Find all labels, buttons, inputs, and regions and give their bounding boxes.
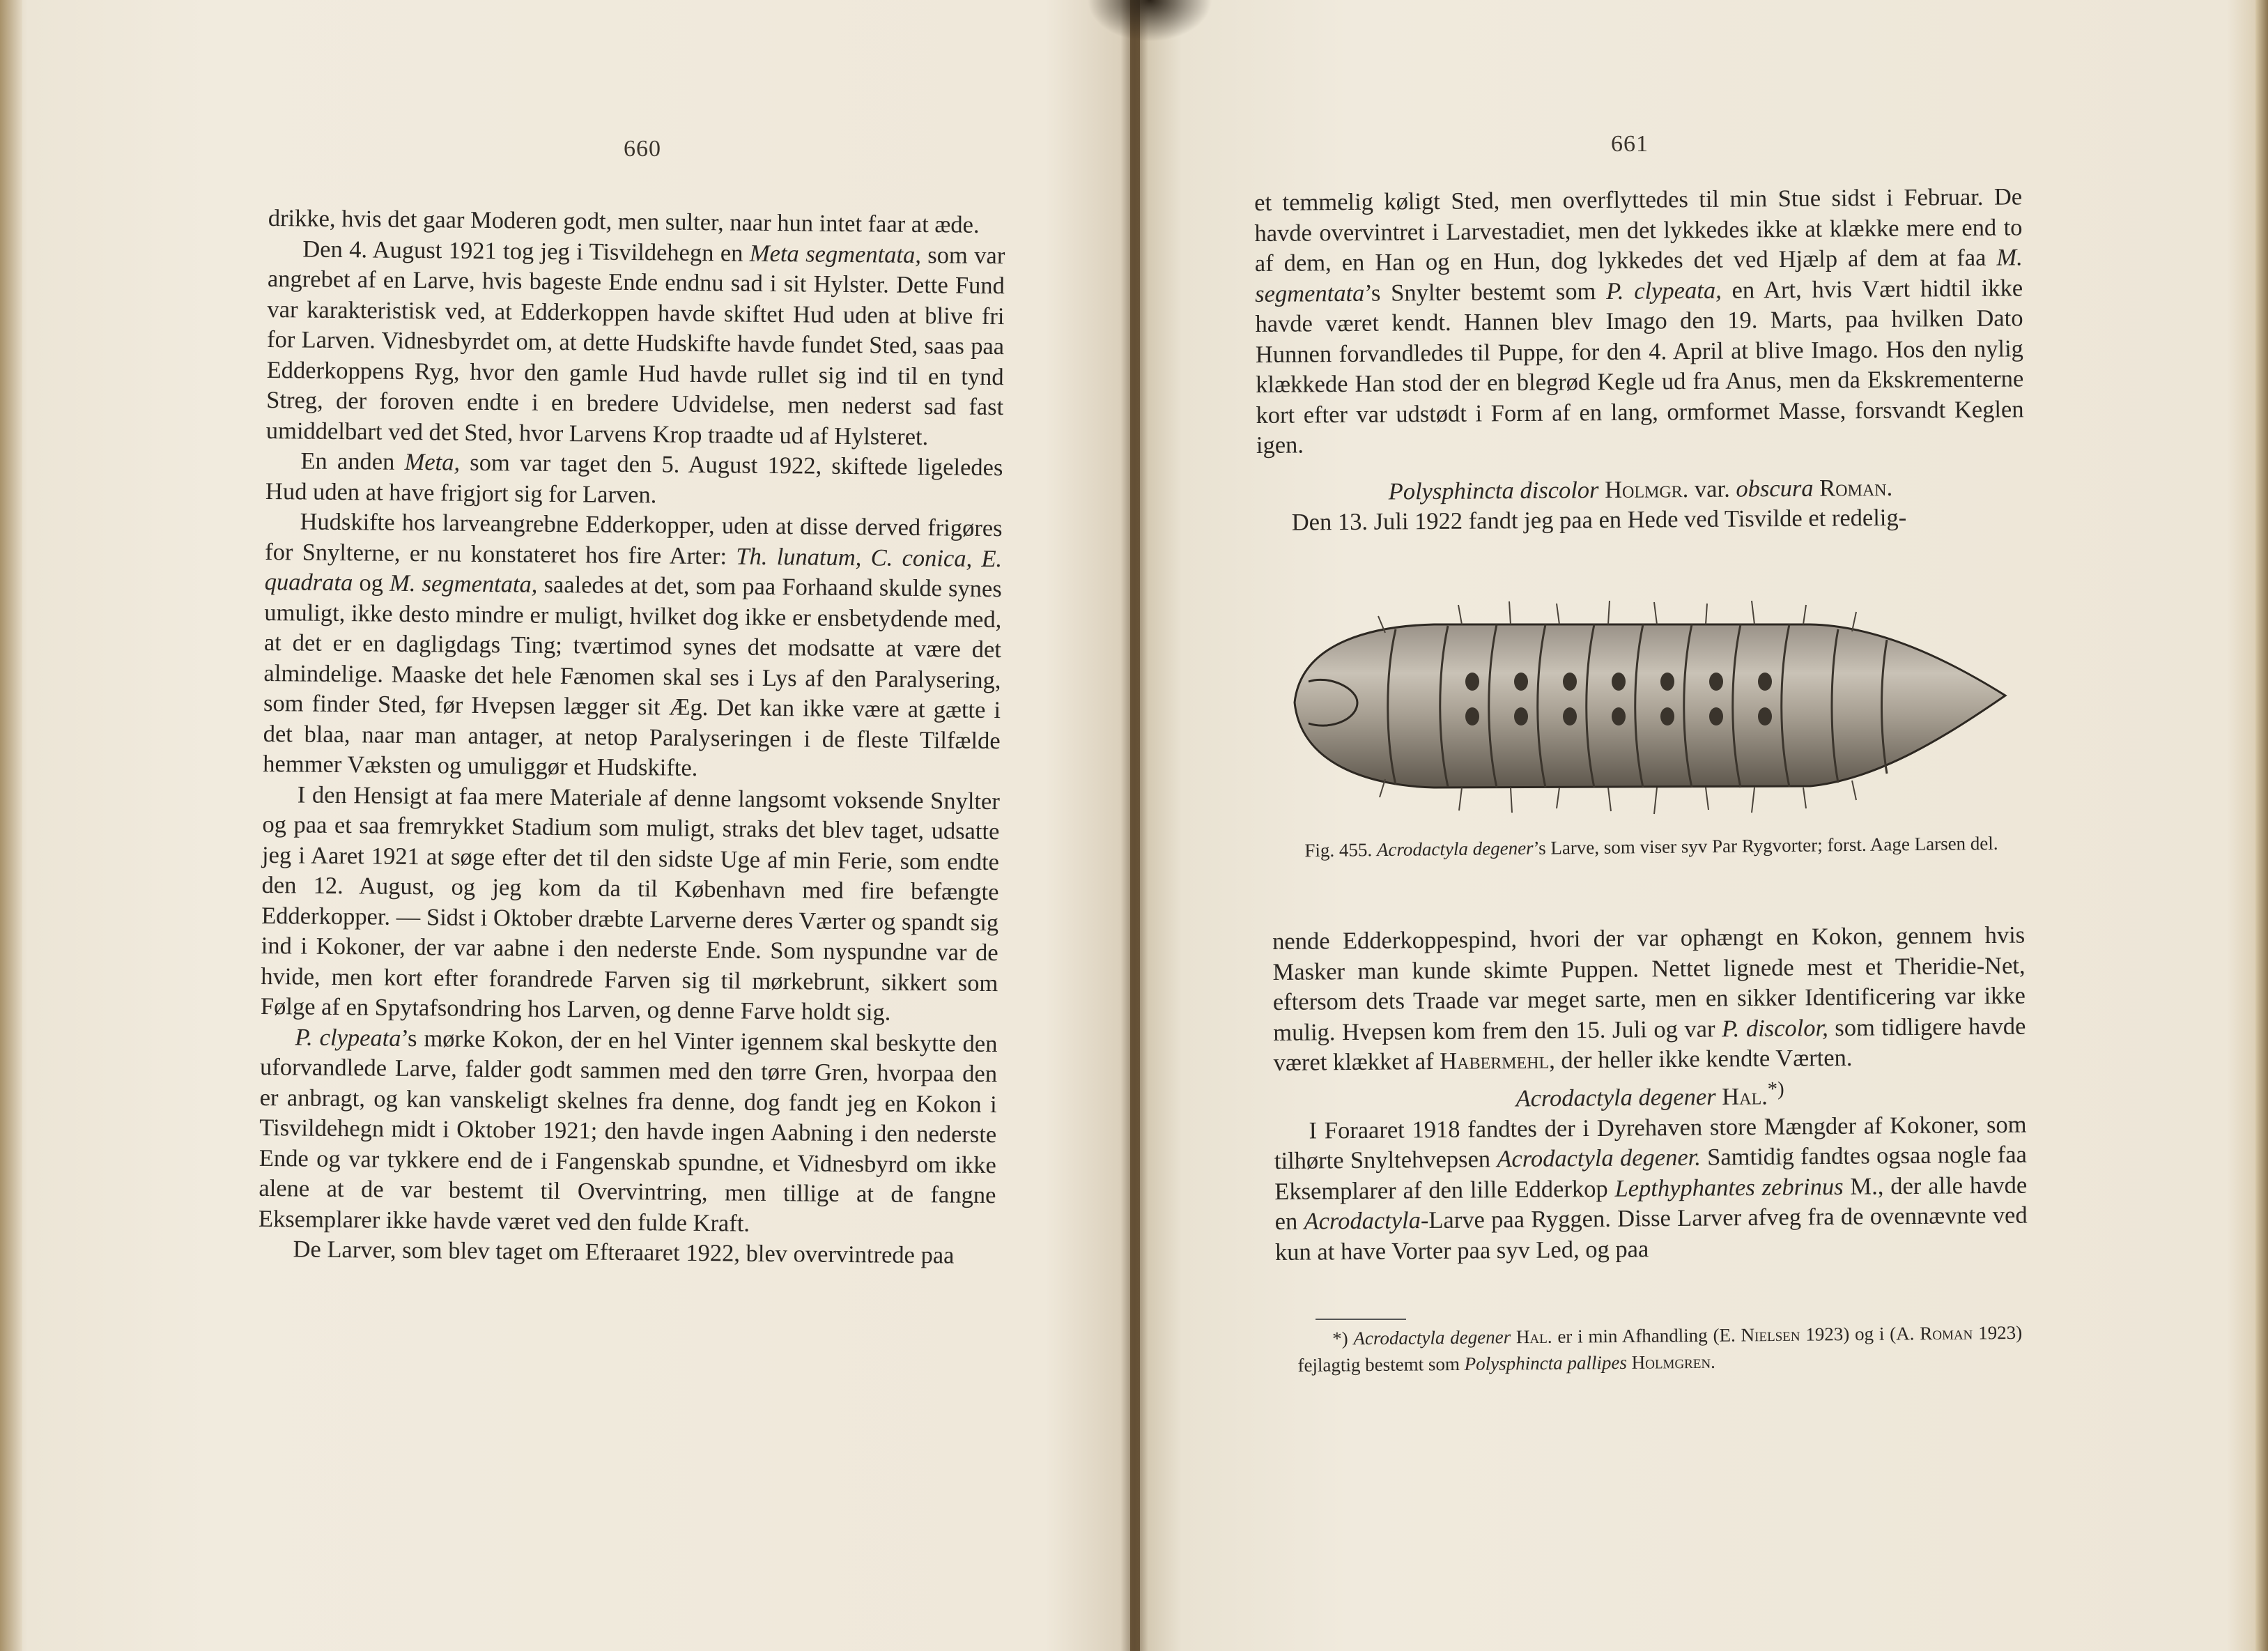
book-gutter (1120, 0, 1148, 1651)
paragraph: P. clypeata’s mørke Kokon, der en hel Vinter igennem skal beskytte den uforvandlede Larve, falder godt sammen med den tørre Gren, hvorpaa den er anbragt, og kan vanskeligt skelnes fra denne, dog fandt jeg en Kokon i Tisvildehegn midt i Oktober 1921; den havde ingen Aabning i den nederste Ende og var tykkere end de i Fangenskab spundne, et Vidnesbyrd om ikke alene at de var bestemt til Overvintring, men tillige at de fangne Eksemplarer ikke havde været ved den fulde Kraft. (258, 1023, 998, 1237)
larva-illustration (1281, 591, 2012, 821)
paragraph: I Foraaret 1918 fandtes der i Dyrehaven store Mængder af Kokoner, som tilhørte Snyltehvepsen Acrodactyla degener. Samtidig fandtes ogsaa nogle faa Eksemplarer af den lille Edderkop Lepthyphantes zebrinus M., der alle havde en Acrodactyla-Larve paa Ryggen. Disse Larver afveg fra de ovennævnte ved kun at have Vorter paa syv Led, og paa (1274, 1111, 2028, 1266)
paragraph: De Larver, som blev taget om Efteraaret 1922, blev overvintrede paa (293, 1236, 955, 1269)
section-heading: Polysphincta discolor Holmgr. var. obscura Roman. (1388, 474, 1893, 505)
page-number-left: 660 (624, 136, 661, 162)
paragraph: Hudskifte hos larveangrebne Edderkopper, uden at disse derved frigøres for Snylterne, er nu konstateret hos fire Arter: Th. lunatum, C. conica, E. quadrata og M. segmentata, saaledes at det, som paa Forhaand skulde synes umuligt, ikke desto mindre er muligt, hvilket dog ikke er ensbetydende med, at det er en dagligdags Ting; tværtimod synes det modsatte at være det almindelige. Maaske det hele Fænomen skal ses i Lys af den Paralysering, som finder Sted, før Hvepsen lægger sit Æg. Det kan ikke være at gætte i det blaa, naar man antager, at netop Paralyseringen i de fleste Tilfælde hemmer Væksten og umuliggør et Hudskifte. (263, 508, 1003, 781)
left-page-body (258, 204, 1005, 1272)
right-page-body-top (1254, 182, 2025, 538)
paragraph: drikke, hvis det gaar Moderen godt, men sulter, naar hun intet faar at æde. (268, 204, 980, 238)
footnote: *) Acrodactyla degener Hal. er i min Afhandling (E. Nielsen 1923) og i (A. Roman 1923) fejlagtig bestemt som Polysphincta pallipes Holmgren. (1297, 1321, 2023, 1376)
paragraph: Den 13. Juli 1922 fandt jeg paa en Hede ved Tisvilde et redelig- (1291, 504, 1907, 536)
paragraph: I den Hensigt at faa mere Materiale af denne langsomt voksende Snylter og paa et saa fremrykket Stadium som muligt, straks det blev taget, udsatte jeg i Aaret 1921 at søge efter det til den sidste Uge af min Ferie, som endte den 12. August, og jeg kom da til København med fire befængte Edderkopper. — Sidst i Oktober dræbte Larverne deres Værter og spandt sig ind i Kokoner, der var aabne i den nederste Ende. Som nyspundne var de hvide, men kort efter forandrede Farven sig til mørkebrunt, sikkert som Følge af en Spytafsondring hos Larven, og denne Farve holdt sig. (260, 781, 1000, 1026)
paragraph: En anden Meta, som var taget den 5. August 1922, skiftede ligeledes Hud uden at have frigjort sig for Larven. (265, 447, 1003, 508)
paragraph: et temmelig køligt Sted, men overflyttedes til min Stue sidst i Februar. De havde overvintret i Larvestadiet, men det lykkedes ikke at klække mere end to af dem, en Han og en Hun, dog lykkedes det ved Hjælp af dem at faa M. segmentata’s Snylter bestemt som P. clypeata, en Art, hvis Vært hidtil ikke havde været kendt. Hannen blev Imago den 19. Marts, paa hvilken Dato Hunnen forvandledes til Puppe, for den 4. April at blive Imago. Hos den nylig klækkede Han stod der en blegrød Kegle ud fra Anus, men da Ekskrementerne kort efter var udstødt i Form af en lang, ormformet Masse, forsvandt Keglen igen. (1254, 183, 2024, 459)
paragraph: Den 4. August 1921 tog jeg i Tisvildehegn en Meta segmentata, som var angrebet af en Larve, hvis bageste Ende endnu sad i sit Hylster. Dette Fund var karakteristisk ved, at Edderkoppen havde skiftet Hud uden at blive fri for Larven. Vidnesbyrdet om, at dette Hudskifte havde fundet Sted, saas paa Edderkoppens Ryg, hvor den gamle Hud havde rullet sig ind til en tynd Streg, der foroven endte i en bredere Udvidelse, men nederst sad fast umiddelbart ved det Sted, hvor Larvens Krop traadte ud af Hylsteret. (265, 235, 1005, 450)
paragraph: nende Edderkoppespind, hvori der var ophængt en Kokon, gennem hvis Masker man kunde skimte Puppen. Nettet lignede mest et Theridie-Net, eftersom dets Traade var meget sarte, men en sikker Identificering var ikke mulig. Hvepsen kom frem den 15. Juli og var P. discolor, som tidligere havde været klækket af Habermehl, der heller ikke kendte Værten. (1272, 921, 2026, 1076)
footnote-rule (1316, 1319, 1406, 1320)
right-page-body-bottom (1272, 921, 2028, 1268)
left-page-edge (0, 0, 22, 1651)
larva-body (1295, 624, 2005, 788)
section-heading: Acrodactyla degener Hal.*) (1515, 1077, 1784, 1112)
page-number-right: 661 (1611, 131, 1649, 157)
binding-shadow (1087, 0, 1212, 42)
figure-caption: Fig. 455. Acrodactyla degener’s Larve, som viser syv Par Rygvorter; forst. Aage Larsen del. (1304, 832, 1998, 861)
right-page-edge (2255, 0, 2268, 1651)
